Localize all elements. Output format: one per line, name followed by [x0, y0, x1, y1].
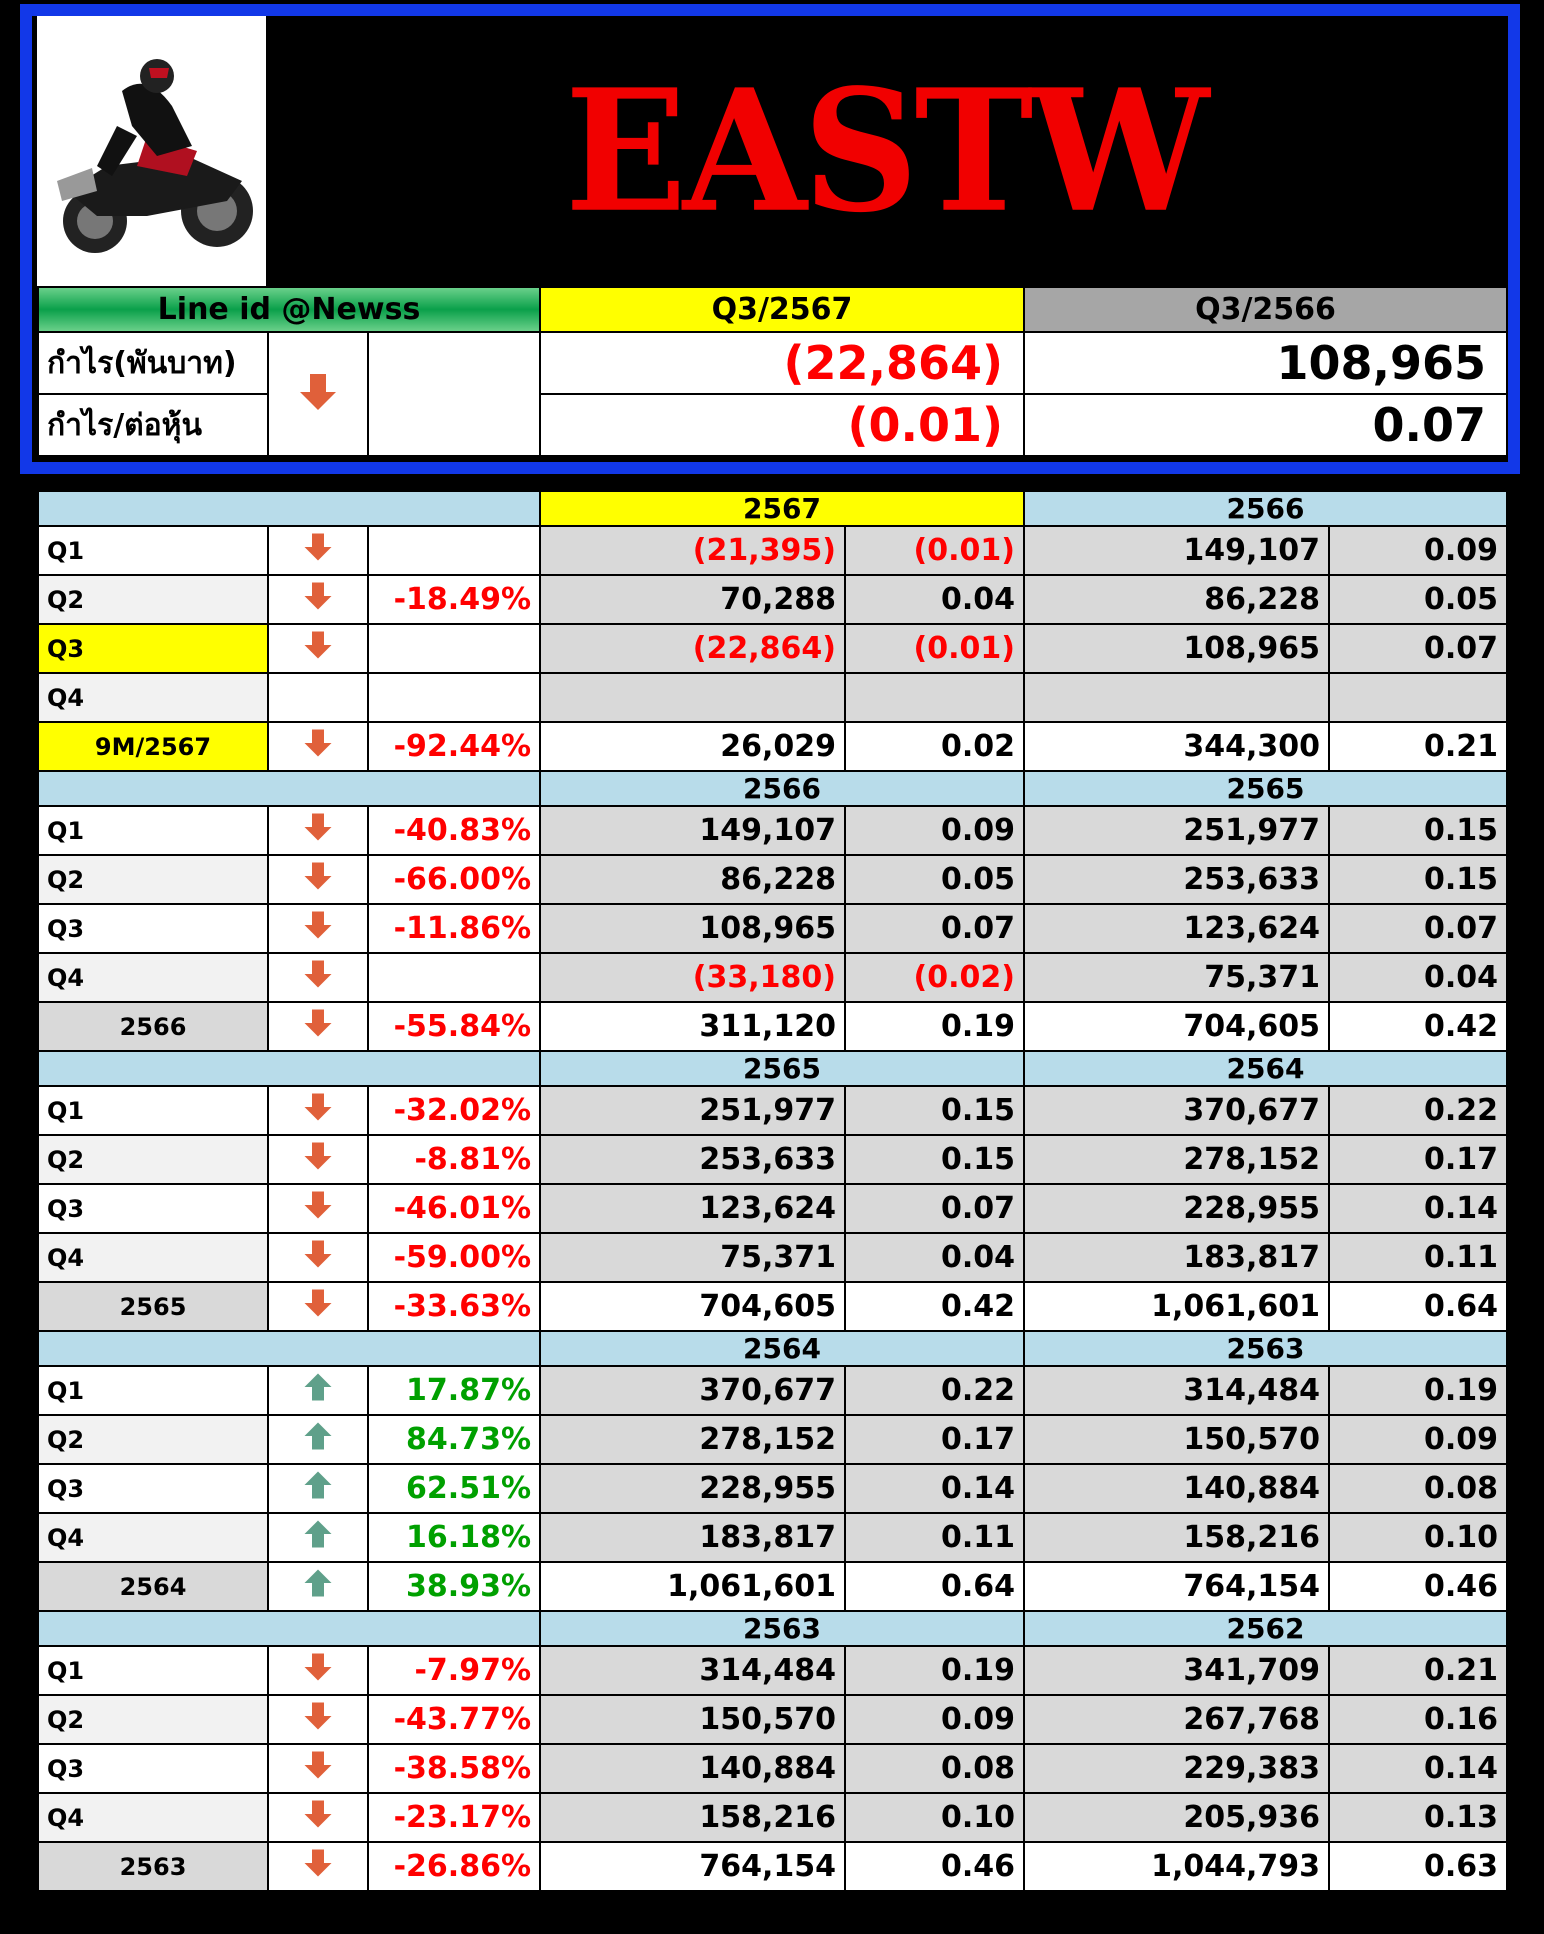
- profit-current-year: [540, 673, 845, 722]
- eps-previous-year: 0.19: [1329, 1366, 1507, 1415]
- eps-current-year: 0.17: [845, 1415, 1024, 1464]
- table-row: [38, 722, 1507, 771]
- table-row: [38, 1086, 1507, 1135]
- profit-current-year: 70,288: [540, 575, 845, 624]
- profit-previous-year: 108,965: [1024, 624, 1329, 673]
- section-spacer: [38, 1611, 540, 1646]
- up-arrow-icon: [268, 1562, 368, 1611]
- up-arrow-icon: [268, 1366, 368, 1415]
- eps-previous-year: 0.14: [1329, 1744, 1507, 1793]
- eps-previous-year: 0.21: [1329, 722, 1507, 771]
- row-label: Q1: [38, 806, 268, 855]
- eps-previous-year: 0.10: [1329, 1513, 1507, 1562]
- section-spacer: [38, 1331, 540, 1366]
- eps-current-year: 0.02: [845, 722, 1024, 771]
- up-arrow-icon: [268, 1464, 368, 1513]
- profit-previous-year: 86,228: [1024, 575, 1329, 624]
- table-row: [38, 1842, 1507, 1891]
- eps-current: (0.01): [540, 394, 1024, 456]
- profit-current-year: 253,633: [540, 1135, 845, 1184]
- profit-current-year: 75,371: [540, 1233, 845, 1282]
- eps-previous-year: 0.22: [1329, 1086, 1507, 1135]
- profit-current-year: 764,154: [540, 1842, 845, 1891]
- profit-previous-year: 75,371: [1024, 953, 1329, 1002]
- eps-current-year: 0.42: [845, 1282, 1024, 1331]
- profit-current-year: 158,216: [540, 1793, 845, 1842]
- profit-current-year: 140,884: [540, 1744, 845, 1793]
- table-row: [38, 953, 1507, 1002]
- table-row: [38, 624, 1507, 673]
- eps-current-year: 0.14: [845, 1464, 1024, 1513]
- profit-previous-year: 341,709: [1024, 1646, 1329, 1695]
- change-percent: [368, 953, 540, 1002]
- profit-current-year: 251,977: [540, 1086, 845, 1135]
- row-label: Q4: [38, 1513, 268, 1562]
- motorcycle-logo: [37, 16, 266, 286]
- eps-previous-year: 0.42: [1329, 1002, 1507, 1051]
- row-label: Q4: [38, 1233, 268, 1282]
- profit-current-year: 370,677: [540, 1366, 845, 1415]
- blank-cell: [268, 673, 368, 722]
- section-year-previous: 2565: [1024, 771, 1507, 806]
- up-arrow-icon: [268, 1513, 368, 1562]
- change-percent: 84.73%: [368, 1415, 540, 1464]
- profit-previous-year: 344,300: [1024, 722, 1329, 771]
- profit-current-year: 228,955: [540, 1464, 845, 1513]
- down-arrow-icon: [268, 1646, 368, 1695]
- section-year-previous: 2562: [1024, 1611, 1507, 1646]
- profit-previous-year: 267,768: [1024, 1695, 1329, 1744]
- table-row: [38, 1135, 1507, 1184]
- down-arrow-icon: [268, 722, 368, 771]
- eps-previous-year: 0.15: [1329, 806, 1507, 855]
- profit-previous-year: 228,955: [1024, 1184, 1329, 1233]
- table-row: [38, 1184, 1507, 1233]
- row-label: 9M/2567: [38, 722, 268, 771]
- profit-previous-year: 764,154: [1024, 1562, 1329, 1611]
- profit-current-year: 86,228: [540, 855, 845, 904]
- table-row: [38, 1562, 1507, 1611]
- down-arrow-icon: [268, 526, 368, 575]
- profit-current-year: 26,029: [540, 722, 845, 771]
- profit-previous-year: 1,061,601: [1024, 1282, 1329, 1331]
- profit-previous-year: 150,570: [1024, 1415, 1329, 1464]
- change-percent: -7.97%: [368, 1646, 540, 1695]
- table-row: [38, 1464, 1507, 1513]
- eps-previous-year: 0.09: [1329, 1415, 1507, 1464]
- section-header: [38, 1051, 1507, 1086]
- eps-label: กำไร/ต่อหุ้น: [38, 394, 268, 456]
- section-year-previous: 2563: [1024, 1331, 1507, 1366]
- section-year-previous: 2566: [1024, 491, 1507, 526]
- profit-current-year: (22,864): [540, 624, 845, 673]
- table-row: [38, 673, 1507, 722]
- change-percent: -8.81%: [368, 1135, 540, 1184]
- down-arrow-icon: [268, 624, 368, 673]
- eps-current-year: 0.46: [845, 1842, 1024, 1891]
- section-header: [38, 491, 1507, 526]
- down-arrow-icon: [268, 1695, 368, 1744]
- row-label: Q1: [38, 526, 268, 575]
- eps-current-year: 0.64: [845, 1562, 1024, 1611]
- eps-current-year: 0.07: [845, 904, 1024, 953]
- row-label: Q4: [38, 1793, 268, 1842]
- change-percent: [368, 526, 540, 575]
- down-arrow-icon: [268, 1842, 368, 1891]
- eps-current-year: 0.05: [845, 855, 1024, 904]
- table-row: [38, 1695, 1507, 1744]
- change-percent: 62.51%: [368, 1464, 540, 1513]
- profit-current-year: 108,965: [540, 904, 845, 953]
- section-year-current: 2564: [540, 1331, 1024, 1366]
- change-percent: -32.02%: [368, 1086, 540, 1135]
- section-year-previous: 2564: [1024, 1051, 1507, 1086]
- down-arrow-icon: [268, 855, 368, 904]
- section-header: [38, 771, 1507, 806]
- profit-current-year: 311,120: [540, 1002, 845, 1051]
- down-arrow-icon: [268, 953, 368, 1002]
- blank-cell: [368, 332, 540, 456]
- row-label: Q2: [38, 1415, 268, 1464]
- eps-previous-year: 0.08: [1329, 1464, 1507, 1513]
- eps-current-year: 0.04: [845, 1233, 1024, 1282]
- row-label: Q3: [38, 1184, 268, 1233]
- profit-previous-year: 183,817: [1024, 1233, 1329, 1282]
- table-row: [38, 1366, 1507, 1415]
- eps-previous-year: 0.15: [1329, 855, 1507, 904]
- profit-previous-year: 278,152: [1024, 1135, 1329, 1184]
- ticker-title: EASTW: [564, 52, 1206, 250]
- profit-current-year: (33,180): [540, 953, 845, 1002]
- change-percent: -55.84%: [368, 1002, 540, 1051]
- down-arrow-icon: [268, 1233, 368, 1282]
- eps-previous-year: 0.07: [1329, 904, 1507, 953]
- change-percent: -46.01%: [368, 1184, 540, 1233]
- eps-current-year: [845, 673, 1024, 722]
- profit-current-year: 123,624: [540, 1184, 845, 1233]
- profit-previous-year: [1024, 673, 1329, 722]
- row-label: Q1: [38, 1366, 268, 1415]
- table-row: [38, 1002, 1507, 1051]
- row-label: Q1: [38, 1086, 268, 1135]
- profit-current-year: 150,570: [540, 1695, 845, 1744]
- profit-current-year: 1,061,601: [540, 1562, 845, 1611]
- change-percent: -33.63%: [368, 1282, 540, 1331]
- summary-table: [37, 286, 1508, 457]
- profit-previous: 108,965: [1024, 332, 1507, 394]
- table-row: [38, 1744, 1507, 1793]
- change-percent: -38.58%: [368, 1744, 540, 1793]
- row-label: 2566: [38, 1002, 268, 1051]
- eps-current-year: 0.09: [845, 806, 1024, 855]
- eps-previous-year: 0.63: [1329, 1842, 1507, 1891]
- change-percent: -23.17%: [368, 1793, 540, 1842]
- table-row: [38, 806, 1507, 855]
- down-arrow-icon: [268, 575, 368, 624]
- profit-label: กำไร(พันบาท): [38, 332, 268, 394]
- profit-current-year: 278,152: [540, 1415, 845, 1464]
- eps-current-year: (0.01): [845, 624, 1024, 673]
- eps-previous-year: 0.07: [1329, 624, 1507, 673]
- profit-previous-year: 123,624: [1024, 904, 1329, 953]
- profit-previous-year: 229,383: [1024, 1744, 1329, 1793]
- profit-current-year: 314,484: [540, 1646, 845, 1695]
- row-label: Q3: [38, 904, 268, 953]
- eps-previous-year: [1329, 673, 1507, 722]
- eps-previous-year: 0.09: [1329, 526, 1507, 575]
- profit-previous-year: 370,677: [1024, 1086, 1329, 1135]
- eps-current-year: 0.19: [845, 1646, 1024, 1695]
- change-percent: 16.18%: [368, 1513, 540, 1562]
- section-year-current: 2567: [540, 491, 1024, 526]
- profit-previous-year: 1,044,793: [1024, 1842, 1329, 1891]
- change-percent: -40.83%: [368, 806, 540, 855]
- profit-current-year: (21,395): [540, 526, 845, 575]
- profit-previous-year: 158,216: [1024, 1513, 1329, 1562]
- down-arrow-icon: [268, 904, 368, 953]
- table-row: [38, 1646, 1507, 1695]
- down-arrow-icon: [268, 1282, 368, 1331]
- change-percent: -11.86%: [368, 904, 540, 953]
- up-arrow-icon: [268, 1415, 368, 1464]
- change-percent: 17.87%: [368, 1366, 540, 1415]
- eps-previous-year: 0.16: [1329, 1695, 1507, 1744]
- eps-current-year: 0.08: [845, 1744, 1024, 1793]
- down-arrow-icon: [268, 1184, 368, 1233]
- down-arrow-icon: [268, 1135, 368, 1184]
- down-arrow-icon: [268, 806, 368, 855]
- profit-previous-year: 704,605: [1024, 1002, 1329, 1051]
- eps-current-year: 0.15: [845, 1135, 1024, 1184]
- row-label: Q2: [38, 1135, 268, 1184]
- down-arrow-icon: [268, 1086, 368, 1135]
- profit-previous-year: 140,884: [1024, 1464, 1329, 1513]
- profit-previous-year: 205,936: [1024, 1793, 1329, 1842]
- history-table: [37, 490, 1508, 1892]
- row-label: Q3: [38, 624, 268, 673]
- eps-current-year: 0.11: [845, 1513, 1024, 1562]
- eps-previous-year: 0.17: [1329, 1135, 1507, 1184]
- profit-current-year: 704,605: [540, 1282, 845, 1331]
- row-label: Q4: [38, 673, 268, 722]
- table-row: [38, 575, 1507, 624]
- eps-previous-year: 0.21: [1329, 1646, 1507, 1695]
- eps-current-year: (0.02): [845, 953, 1024, 1002]
- eps-previous-year: 0.04: [1329, 953, 1507, 1002]
- eps-current-year: 0.10: [845, 1793, 1024, 1842]
- eps-previous-year: 0.64: [1329, 1282, 1507, 1331]
- table-row: [38, 1793, 1507, 1842]
- table-row: [38, 904, 1507, 953]
- change-percent: -92.44%: [368, 722, 540, 771]
- period-current: Q3/2567: [540, 287, 1024, 332]
- row-label: 2563: [38, 1842, 268, 1891]
- eps-current-year: 0.07: [845, 1184, 1024, 1233]
- section-year-current: 2566: [540, 771, 1024, 806]
- row-label: Q1: [38, 1646, 268, 1695]
- eps-current-year: 0.15: [845, 1086, 1024, 1135]
- down-arrow-icon: [268, 1744, 368, 1793]
- profit-current-year: 149,107: [540, 806, 845, 855]
- eps-current-year: 0.09: [845, 1695, 1024, 1744]
- table-row: [38, 526, 1507, 575]
- row-label: Q3: [38, 1464, 268, 1513]
- eps-previous: 0.07: [1024, 394, 1507, 456]
- row-label: Q4: [38, 953, 268, 1002]
- change-percent: [368, 673, 540, 722]
- down-arrow-icon: [268, 1002, 368, 1051]
- profit-previous-year: 253,633: [1024, 855, 1329, 904]
- section-spacer: [38, 491, 540, 526]
- eps-previous-year: 0.11: [1329, 1233, 1507, 1282]
- profit-current-year: 183,817: [540, 1513, 845, 1562]
- down-arrow-icon: [268, 1793, 368, 1842]
- table-row: [38, 1513, 1507, 1562]
- profit-previous-year: 251,977: [1024, 806, 1329, 855]
- table-row: [38, 1233, 1507, 1282]
- change-percent: -26.86%: [368, 1842, 540, 1891]
- eps-previous-year: 0.13: [1329, 1793, 1507, 1842]
- eps-current-year: (0.01): [845, 526, 1024, 575]
- eps-previous-year: 0.14: [1329, 1184, 1507, 1233]
- change-percent: -43.77%: [368, 1695, 540, 1744]
- down-arrow-icon: [268, 332, 368, 456]
- section-header: [38, 1331, 1507, 1366]
- section-spacer: [38, 1051, 540, 1086]
- change-percent: -59.00%: [368, 1233, 540, 1282]
- table-row: [38, 855, 1507, 904]
- line-id-label: Line id @Newss: [38, 287, 540, 332]
- eps-current-year: 0.04: [845, 575, 1024, 624]
- section-spacer: [38, 771, 540, 806]
- change-percent: 38.93%: [368, 1562, 540, 1611]
- row-label: Q2: [38, 1695, 268, 1744]
- section-year-current: 2565: [540, 1051, 1024, 1086]
- section-year-current: 2563: [540, 1611, 1024, 1646]
- row-label: Q3: [38, 1744, 268, 1793]
- profit-previous-year: 314,484: [1024, 1366, 1329, 1415]
- row-label: 2564: [38, 1562, 268, 1611]
- profit-previous-year: 149,107: [1024, 526, 1329, 575]
- eps-current-year: 0.19: [845, 1002, 1024, 1051]
- row-label: Q2: [38, 855, 268, 904]
- table-row: [38, 1282, 1507, 1331]
- period-previous: Q3/2566: [1024, 287, 1507, 332]
- eps-previous-year: 0.05: [1329, 575, 1507, 624]
- eps-previous-year: 0.46: [1329, 1562, 1507, 1611]
- change-percent: [368, 624, 540, 673]
- change-percent: -66.00%: [368, 855, 540, 904]
- section-header: [38, 1611, 1507, 1646]
- change-percent: -18.49%: [368, 575, 540, 624]
- profit-current: (22,864): [540, 332, 1024, 394]
- eps-current-year: 0.22: [845, 1366, 1024, 1415]
- table-row: [38, 1415, 1507, 1464]
- row-label: 2565: [38, 1282, 268, 1331]
- row-label: Q2: [38, 575, 268, 624]
